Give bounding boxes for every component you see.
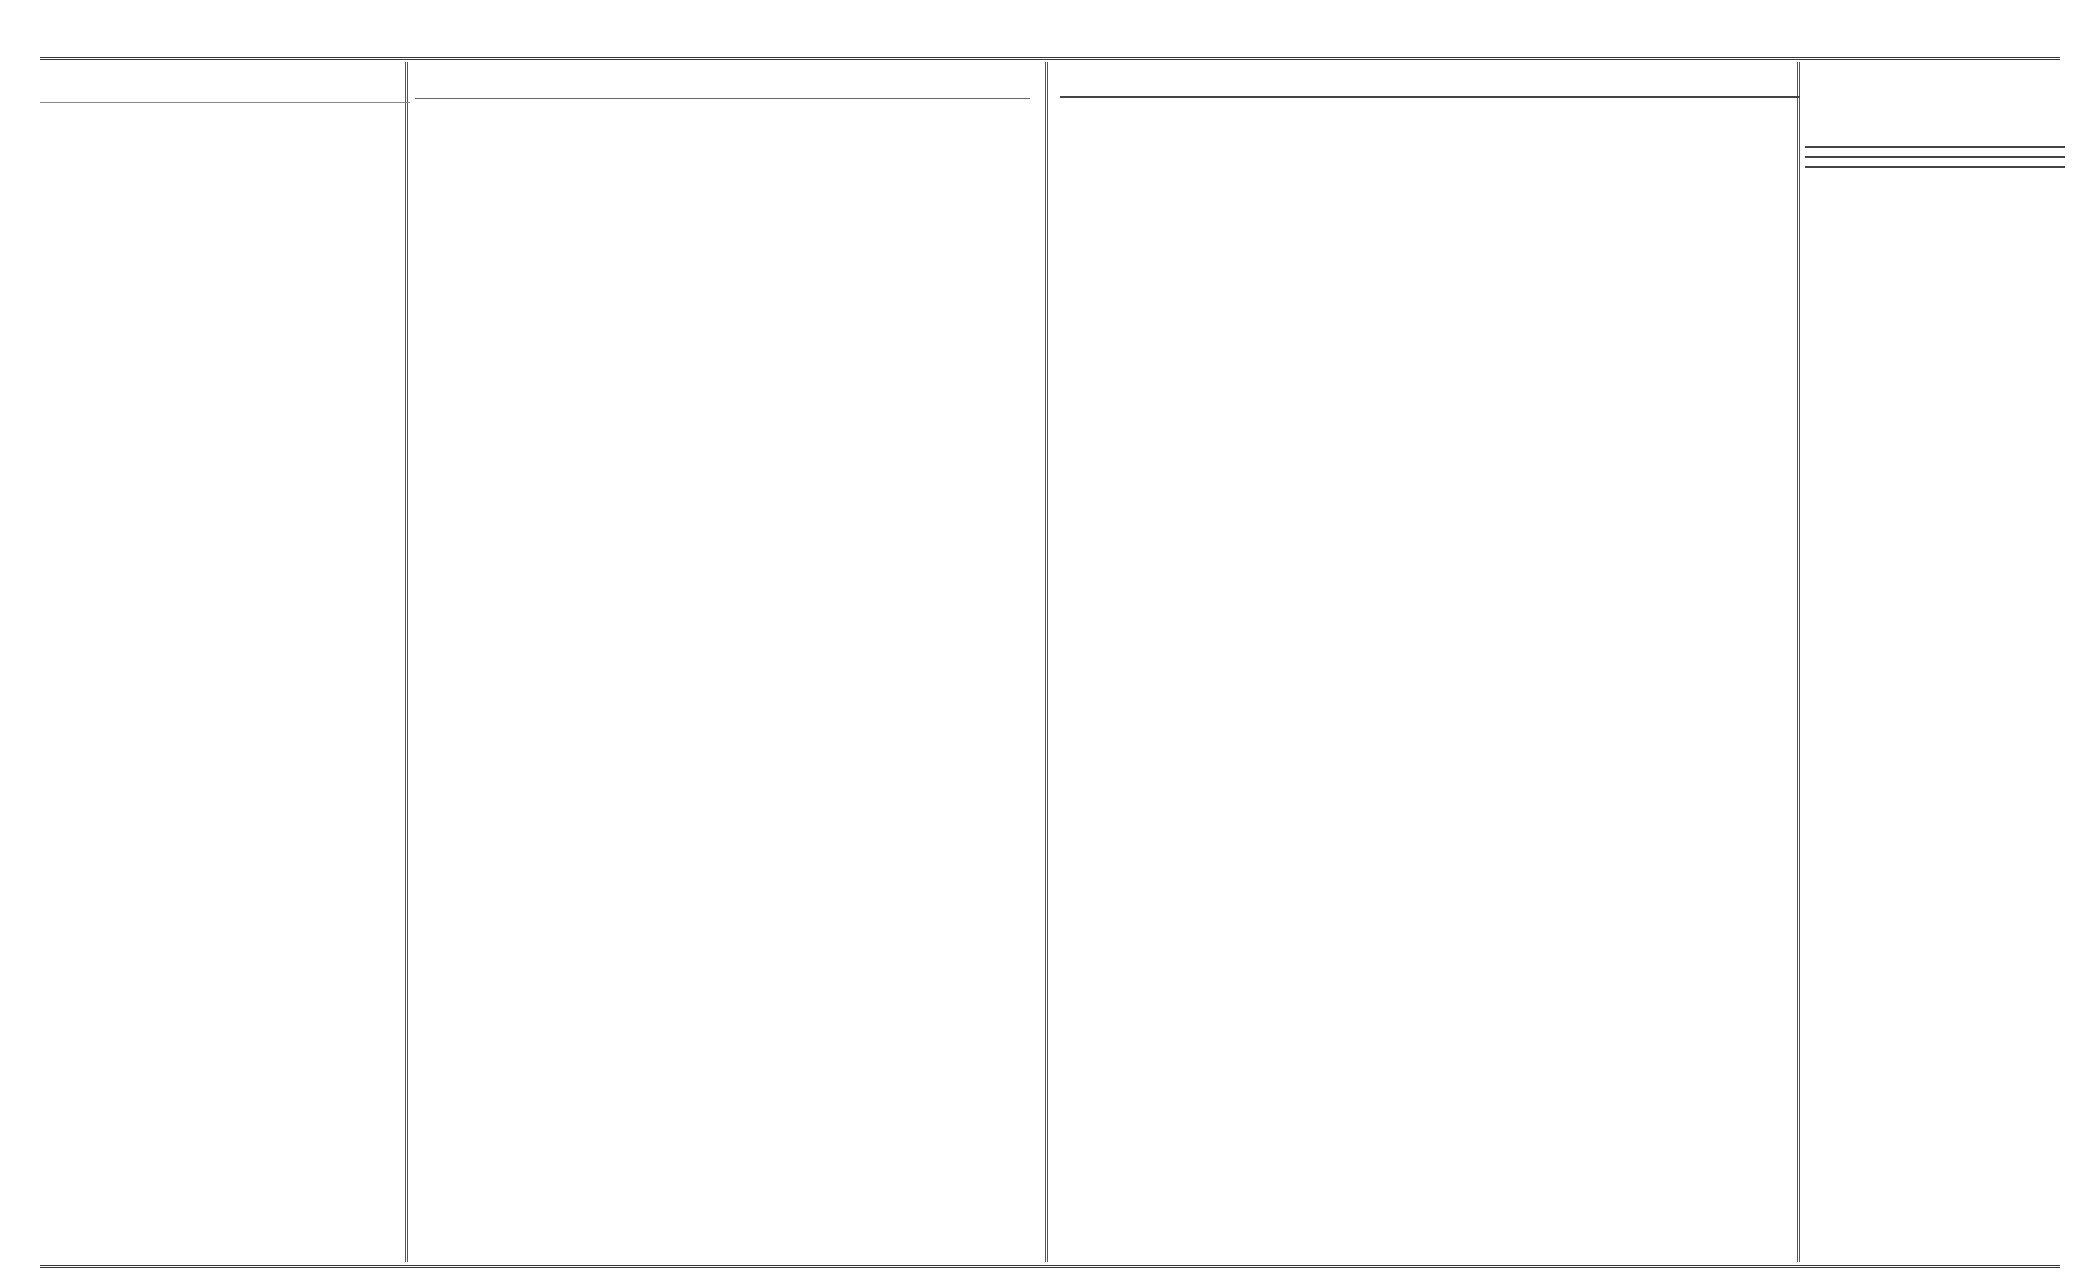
pastor-column — [415, 62, 1040, 1262]
top-rule — [40, 57, 2060, 60]
column-quote — [415, 88, 1030, 99]
worship-order-table — [40, 102, 410, 103]
top-bar — [0, 0, 2100, 58]
events-column — [1805, 62, 2065, 1262]
church-motto — [1060, 88, 1800, 98]
events-title — [1805, 140, 2065, 148]
stats-title — [1805, 164, 2065, 168]
worship-order-column — [40, 62, 410, 1262]
prayer-title — [1805, 154, 2065, 158]
church-news-column — [1060, 62, 1800, 1262]
bottom-rule — [40, 1265, 2060, 1268]
column-divider — [1045, 62, 1048, 1262]
